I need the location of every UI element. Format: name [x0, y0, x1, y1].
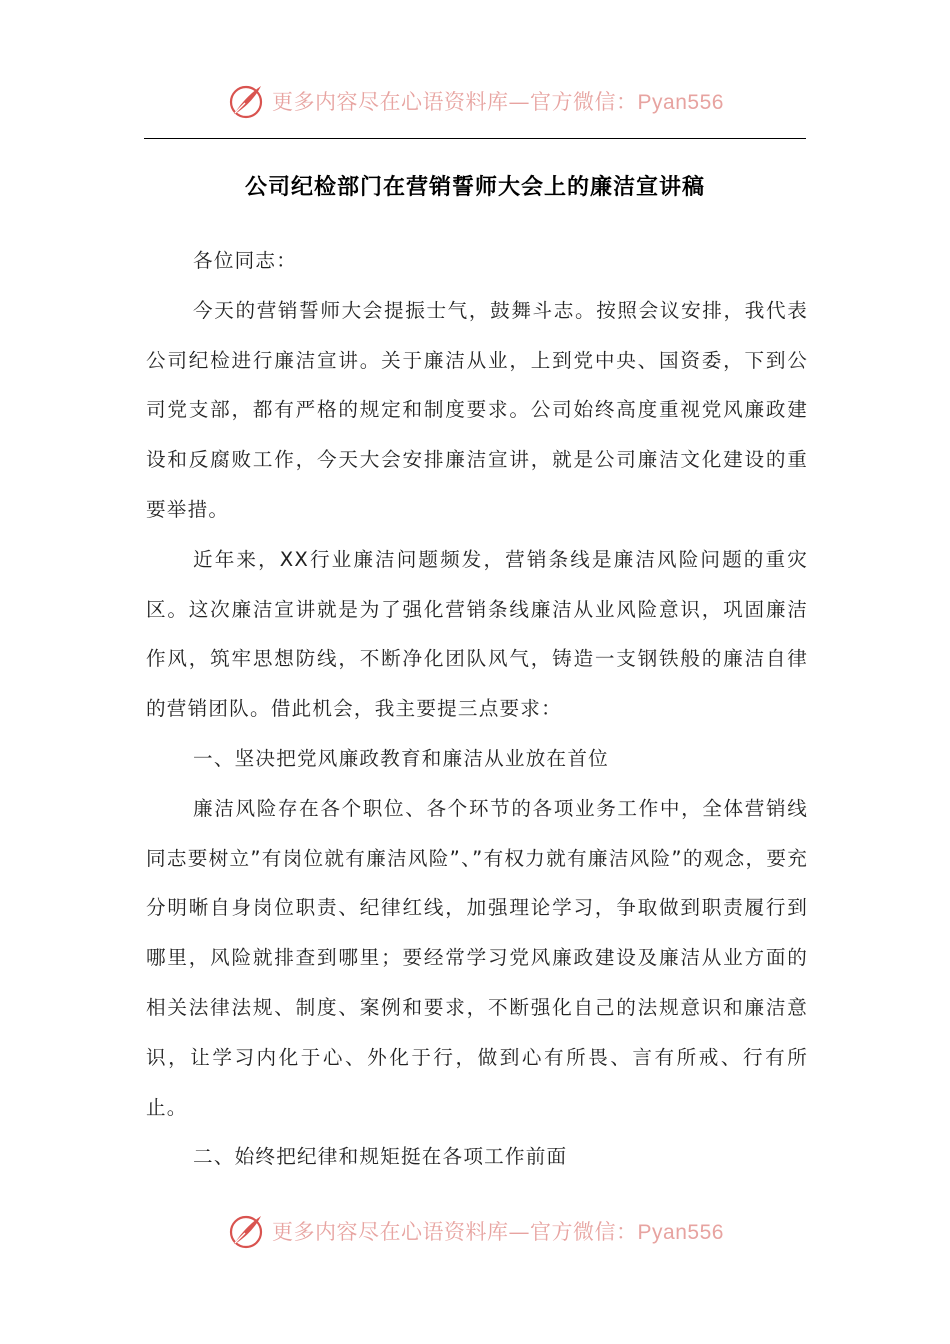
wechat-id: Pyan556	[637, 1221, 724, 1244]
section-heading: 一、坚决把党风廉政教育和廉洁从业放在首位	[193, 746, 609, 770]
footer-watermark	[0, 1206, 950, 1256]
document-title: 公司纪检部门在营销誓师大会上的廉洁宣讲稿	[244, 175, 705, 200]
quill-pen-circle-icon	[226, 81, 266, 121]
header-watermark	[0, 76, 950, 126]
paragraph: 廉洁风险存在各个职位、各个环节的各项业务工作中，全体营销线同志要树立”有岗位就有廉洁风险”、”有权力就有廉洁风险”的观念，要充分明晰自身岗位职责、纪律红线，加强理论学习，争取做到职责履行到哪里，风险就排查到哪里；要经常学习党风廉政建设及廉洁从业方面的相关法律法规、制度、案例和要求，不断强化自己的法规意识和廉洁意识，让学习内化于心、外化于行，做到心有所畏、言有所戒、行有所止。	[146, 796, 808, 1119]
section-heading: 二、始终把纪律和规矩挺在各项工作前面	[193, 1145, 568, 1169]
watermark-text: 更多内容尽在心语资料库—官方微信：Pyan556	[272, 1220, 724, 1244]
wechat-id: Pyan556	[637, 91, 724, 114]
paragraph: 今天的营销誓师大会提振士气，鼓舞斗志。按照会议安排，我代表公司纪检进行廉洁宣讲。关于廉洁从业，上到党中央、国资委，下到公司党支部，都有严格的规定和制度要求。公司始终高度重视党风廉政建设和反腐败工作，今天大会安排廉洁宣讲，就是公司廉洁文化建设的重要举措。	[146, 298, 808, 521]
salutation: 各位同志：	[193, 249, 297, 272]
paragraph: 近年来，XX行业廉洁问题频发，营销条线是廉洁风险问题的重灾区。这次廉洁宣讲就是为了强化营销条线廉洁从业风险意识，巩固廉洁作风，筑牢思想防线，不断净化团队风气，铸造一支钢铁般的廉洁自律的营销团队。借此机会，我主要提三点要求：	[146, 547, 808, 721]
document-body	[146, 236, 808, 1182]
quill-pen-circle-icon	[226, 1211, 266, 1251]
watermark-text: 更多内容尽在心语资料库—官方微信：Pyan556	[272, 90, 724, 114]
header-divider	[144, 138, 806, 139]
